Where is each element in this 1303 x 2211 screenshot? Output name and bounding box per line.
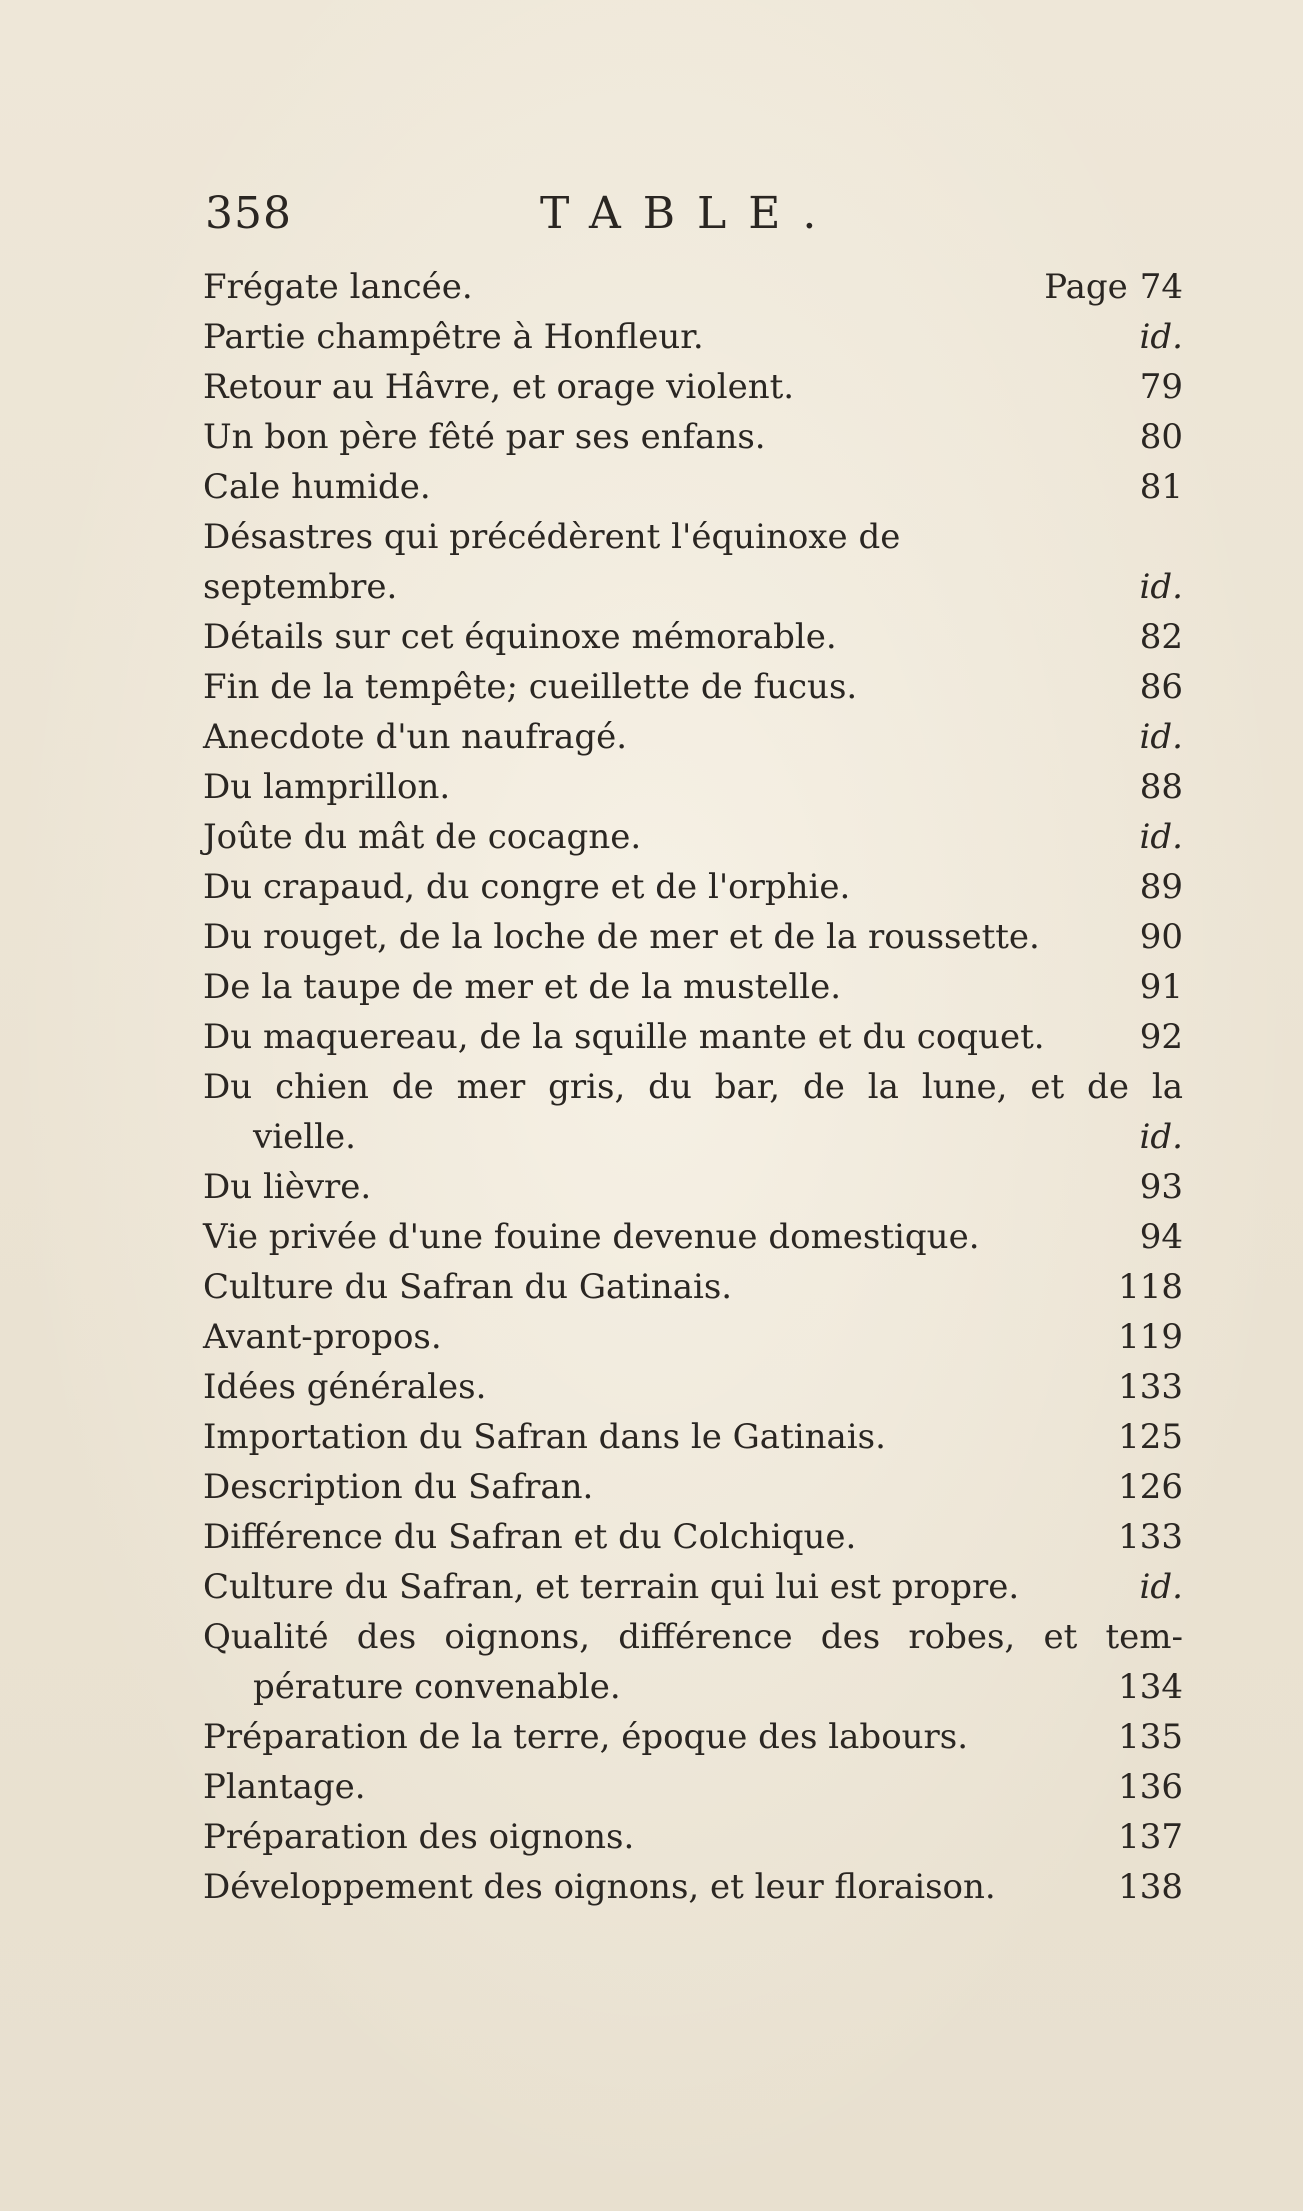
toc-entry-title: Culture du Safran, et terrain qui lui est propre. bbox=[203, 1567, 1020, 1607]
toc-entry-page bbox=[1140, 1212, 1183, 1262]
toc-entry-title: Du chien de mer gris, du bar, de la lune, et de la bbox=[203, 1067, 1183, 1107]
toc-entry-page bbox=[1140, 1562, 1183, 1612]
toc-entry bbox=[203, 1512, 1183, 1562]
toc-entry bbox=[203, 812, 1183, 862]
page-ref: 94 bbox=[1139, 1217, 1183, 1257]
page-ref: 89 bbox=[1139, 867, 1183, 907]
toc-entry bbox=[203, 1562, 1183, 1612]
toc-entry-page bbox=[1118, 1762, 1183, 1812]
toc-entry-page bbox=[1118, 1712, 1183, 1762]
toc-entry-title: Un bon père fêté par ses enfans. bbox=[203, 417, 766, 457]
toc-entry-page bbox=[1140, 762, 1183, 812]
toc-entry bbox=[203, 912, 1183, 962]
toc-entry-title: Différence du Safran et du Colchique. bbox=[203, 1517, 857, 1557]
toc-entry-title: Du lièvre. bbox=[203, 1167, 372, 1207]
toc-entry bbox=[203, 1212, 1183, 1262]
toc-entry bbox=[203, 962, 1183, 1012]
page-ref: 133 bbox=[1118, 1517, 1183, 1557]
page-ref: 88 bbox=[1139, 767, 1183, 807]
toc-entry-title: De la taupe de mer et de la mustelle. bbox=[203, 967, 842, 1007]
toc-entry bbox=[203, 712, 1183, 762]
toc-entry-title: Développement des oignons, et leur floraison. bbox=[203, 1867, 996, 1907]
page-ref: 80 bbox=[1139, 417, 1183, 457]
toc-entry-title: Préparation des oignons. bbox=[203, 1817, 635, 1857]
toc-entry bbox=[203, 462, 1183, 512]
toc-entry-title: Qualité des oignons, différence des robes, et tem- bbox=[203, 1617, 1183, 1657]
toc-entry-page bbox=[1118, 1412, 1183, 1462]
page-ref: 86 bbox=[1139, 667, 1183, 707]
toc-entry-continuation: vielle. bbox=[253, 1117, 356, 1157]
page-ref: 133 bbox=[1118, 1367, 1183, 1407]
page-ref: id. bbox=[1139, 717, 1183, 757]
page-ref: 90 bbox=[1139, 917, 1183, 957]
toc-entry-title: Importation du Safran dans le Gatinais. bbox=[203, 1417, 886, 1457]
toc-entry bbox=[203, 862, 1183, 912]
toc-entry bbox=[203, 1812, 1183, 1862]
toc-entry-page bbox=[1140, 412, 1183, 462]
page-ref: 135 bbox=[1118, 1717, 1183, 1757]
toc-entry bbox=[203, 262, 1183, 312]
toc-entry bbox=[203, 312, 1183, 362]
toc-entry-continuation: pérature convenable. bbox=[253, 1667, 621, 1707]
toc-entry bbox=[203, 362, 1183, 412]
page-ref: 82 bbox=[1139, 617, 1183, 657]
toc-entry-page bbox=[1140, 562, 1183, 612]
page-ref: 134 bbox=[1118, 1667, 1183, 1707]
toc-entry-page bbox=[1044, 262, 1183, 312]
page-ref: 136 bbox=[1118, 1767, 1183, 1807]
toc-entry-page bbox=[1140, 462, 1183, 512]
toc-entry bbox=[203, 1462, 1183, 1512]
toc-entry bbox=[203, 662, 1183, 712]
page-label: Page bbox=[1044, 267, 1128, 307]
toc-entry-title: Frégate lancée. bbox=[203, 267, 473, 307]
page-ref: 93 bbox=[1139, 1167, 1183, 1207]
toc-entry-page bbox=[1140, 1012, 1183, 1062]
toc-entry bbox=[203, 1612, 1183, 1712]
toc-entry-page bbox=[1118, 1362, 1183, 1412]
toc-entry-title: Plantage. bbox=[203, 1767, 366, 1807]
page-ref: 74 bbox=[1139, 267, 1183, 307]
toc-entry-page bbox=[1118, 1862, 1183, 1912]
toc-entry-title: Préparation de la terre, époque des labours. bbox=[203, 1717, 969, 1757]
page-ref: 126 bbox=[1118, 1467, 1183, 1507]
page-header bbox=[205, 188, 1195, 248]
toc-entry bbox=[203, 612, 1183, 662]
toc-entry-title: Avant-propos. bbox=[203, 1317, 442, 1357]
toc-entry-title: Fin de la tempête; cueillette de fucus. bbox=[203, 667, 858, 707]
table-of-contents bbox=[203, 262, 1183, 1912]
toc-entry-title: Culture du Safran du Gatinais. bbox=[203, 1267, 733, 1307]
toc-entry-page bbox=[1118, 1812, 1183, 1862]
page-ref: 118 bbox=[1118, 1267, 1183, 1307]
toc-entry-title: Détails sur cet équinoxe mémorable. bbox=[203, 617, 837, 657]
toc-entry-title: Désastres qui précédèrent l'équinoxe de septembre. bbox=[203, 517, 901, 607]
toc-entry-page bbox=[1118, 1262, 1183, 1312]
toc-entry-title: Anecdote d'un naufragé. bbox=[203, 717, 628, 757]
page-ref: id. bbox=[1139, 317, 1183, 357]
toc-entry-title: Cale humide. bbox=[203, 467, 431, 507]
page-ref: 125 bbox=[1118, 1417, 1183, 1457]
toc-entry bbox=[203, 762, 1183, 812]
toc-entry bbox=[203, 1162, 1183, 1212]
page-ref: 79 bbox=[1139, 367, 1183, 407]
toc-entry bbox=[203, 1262, 1183, 1312]
page-ref: 91 bbox=[1139, 967, 1183, 1007]
toc-entry bbox=[203, 1862, 1183, 1912]
toc-entry bbox=[203, 1762, 1183, 1812]
toc-entry-title: Du maquereau, de la squille mante et du coquet. bbox=[203, 1017, 1045, 1057]
toc-entry-page bbox=[1118, 1462, 1183, 1512]
toc-entry-page bbox=[1140, 312, 1183, 362]
toc-entry-page bbox=[1140, 712, 1183, 762]
toc-entry bbox=[203, 1062, 1183, 1162]
page-ref: 119 bbox=[1118, 1317, 1183, 1357]
running-title: TABLE. bbox=[540, 188, 839, 239]
page-number: 358 bbox=[205, 188, 292, 239]
toc-entry bbox=[203, 1012, 1183, 1062]
toc-entry-page bbox=[1140, 862, 1183, 912]
toc-entry-title: Du rouget, de la loche de mer et de la roussette. bbox=[203, 917, 1040, 957]
toc-entry-page bbox=[1140, 662, 1183, 712]
toc-entry-page bbox=[1140, 912, 1183, 962]
toc-entry bbox=[203, 412, 1183, 462]
toc-entry-title: Joûte du mât de cocagne. bbox=[203, 817, 642, 857]
toc-entry bbox=[203, 1712, 1183, 1762]
toc-entry-page bbox=[1140, 812, 1183, 862]
toc-entry-title: Idées générales. bbox=[203, 1367, 487, 1407]
toc-entry-title: Du lamprillon. bbox=[203, 767, 451, 807]
page-ref: 92 bbox=[1139, 1017, 1183, 1057]
toc-entry bbox=[203, 1312, 1183, 1362]
toc-entry-page bbox=[1118, 1662, 1183, 1712]
toc-entry bbox=[203, 512, 1183, 612]
toc-entry-page bbox=[1140, 362, 1183, 412]
page-ref: id. bbox=[1139, 567, 1183, 607]
page-ref: 137 bbox=[1118, 1817, 1183, 1857]
toc-entry-title: Du crapaud, du congre et de l'orphie. bbox=[203, 867, 851, 907]
page-ref: 81 bbox=[1139, 467, 1183, 507]
toc-entry-page bbox=[1140, 1162, 1183, 1212]
toc-entry-page bbox=[1118, 1512, 1183, 1562]
toc-entry-page bbox=[1118, 1312, 1183, 1362]
toc-entry bbox=[203, 1412, 1183, 1462]
toc-entry-title: Description du Safran. bbox=[203, 1467, 594, 1507]
page-ref: id. bbox=[1139, 817, 1183, 857]
page-ref: id. bbox=[1139, 1117, 1183, 1157]
toc-entry bbox=[203, 1362, 1183, 1412]
page-ref: 138 bbox=[1118, 1867, 1183, 1907]
toc-entry-page bbox=[1140, 1112, 1183, 1162]
toc-entry-page bbox=[1140, 612, 1183, 662]
toc-entry-page bbox=[1140, 962, 1183, 1012]
toc-entry-title: Partie champêtre à Honfleur. bbox=[203, 317, 704, 357]
toc-entry-title: Vie privée d'une fouine devenue domestique. bbox=[203, 1217, 980, 1257]
page-ref: id. bbox=[1139, 1567, 1183, 1607]
toc-entry-title: Retour au Hâvre, et orage violent. bbox=[203, 367, 795, 407]
